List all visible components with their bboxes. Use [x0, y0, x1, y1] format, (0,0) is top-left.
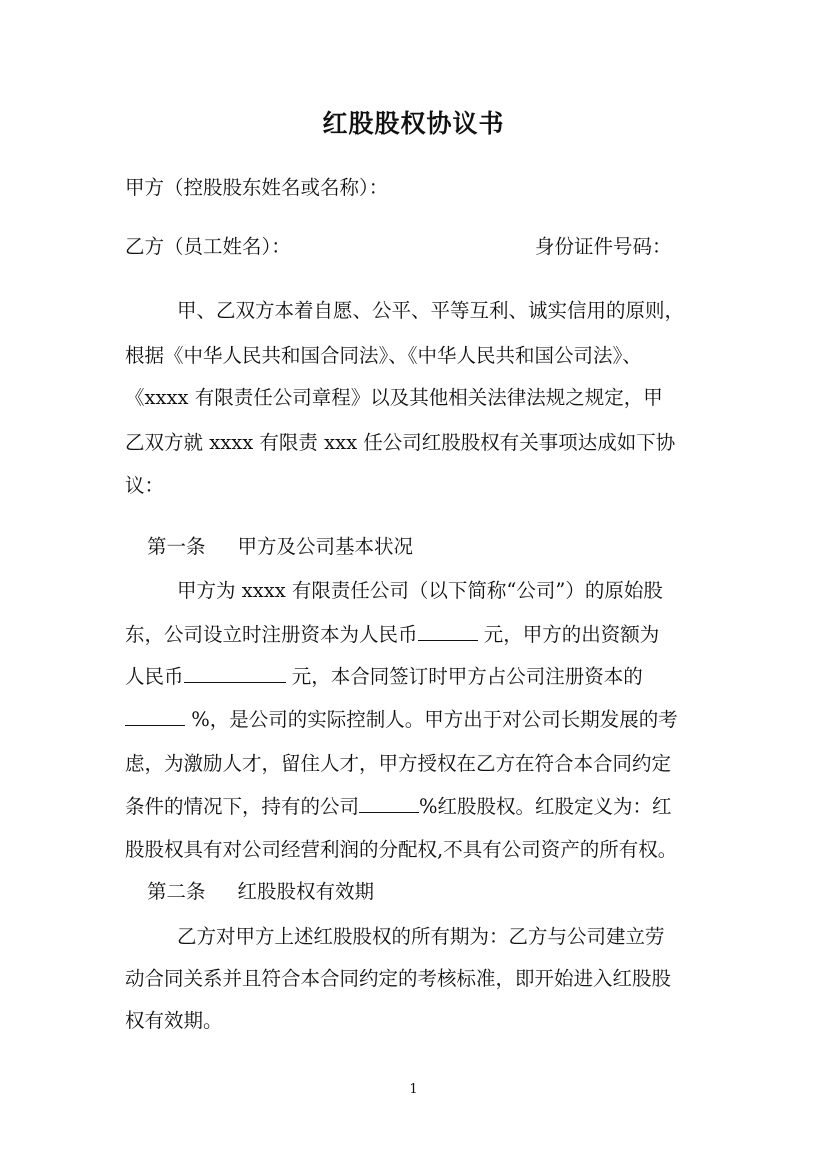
article-1-line: 股股权具有对公司经营利润的分配权,不具有公司资产的所有权。 [125, 838, 678, 861]
article-1-heading [147, 531, 413, 563]
article-2-line: 权有效期。 [125, 1009, 223, 1032]
article-1-line [125, 704, 678, 736]
red-share-percentage-blank [359, 794, 419, 813]
percentage-blank [125, 707, 185, 726]
capital-blank [418, 622, 478, 641]
preamble-line: 《xxxx 有限责任公司章程》以及其他相关法律法规之规定，甲 [125, 386, 663, 409]
article-2-number: 第二条 [147, 880, 206, 903]
party-b-label: 乙方（员工姓名）： [125, 235, 291, 258]
article-1-line [125, 619, 659, 651]
article-1-line: 虑，为激励人才，留住人才，甲方授权在乙方在符合本合同约定 [125, 752, 672, 775]
article-1-text: 元，甲方的出资额为 [477, 623, 660, 646]
article-2-line: 乙方对甲方上述红股股权的所有期为：乙方与公司建立劳 [177, 925, 665, 948]
preamble-line: 甲、乙双方本着自愿、公平、平等互利、诚实信用的原则， [177, 299, 685, 322]
article-1-line [125, 791, 672, 823]
article-1-text: %，是公司的实际控制人。甲方出于对公司长期发展的考 [185, 708, 678, 731]
article-1-line [125, 661, 643, 693]
article-2-title: 红股股权有效期 [237, 880, 375, 903]
preamble-line: 议： [125, 474, 165, 497]
page-number: 1 [409, 1082, 418, 1097]
preamble-line: 乙双方就 xxxx 有限责 xxx 任公司红股股权有关事项达成如下协 [125, 431, 676, 454]
article-1-line: 甲方为 xxxx 有限责任公司（以下简称“公司”）的原始股 [177, 579, 663, 602]
party-a-line: 甲方（控股股东姓名或名称）： [125, 176, 389, 199]
article-1-text: 东，公司设立时注册资本为人民币 [125, 623, 418, 646]
article-1-text: 元，本合同签订时甲方占公司注册资本的 [285, 665, 643, 688]
article-1-text: 人民币 [125, 665, 184, 688]
id-number-label: 身份证件号码： [535, 235, 672, 258]
article-1-text: %红股股权。红股定义为：红 [419, 795, 672, 818]
preamble-line: 根据《中华人民共和国合同法》、《中华人民共和国公司法》、 [125, 344, 642, 367]
article-1-text: 条件的情况下，持有的公司 [125, 795, 360, 818]
article-1-title: 甲方及公司基本状况 [237, 535, 414, 558]
article-1-number: 第一条 [147, 535, 206, 558]
document-title: 红股股权协议书 [322, 109, 505, 138]
contribution-blank [184, 664, 286, 683]
article-2-line: 动合同关系并且符合本合同约定的考核标准，即开始进入红股股 [125, 967, 672, 990]
party-b-line [125, 231, 685, 263]
article-2-heading [147, 876, 374, 908]
